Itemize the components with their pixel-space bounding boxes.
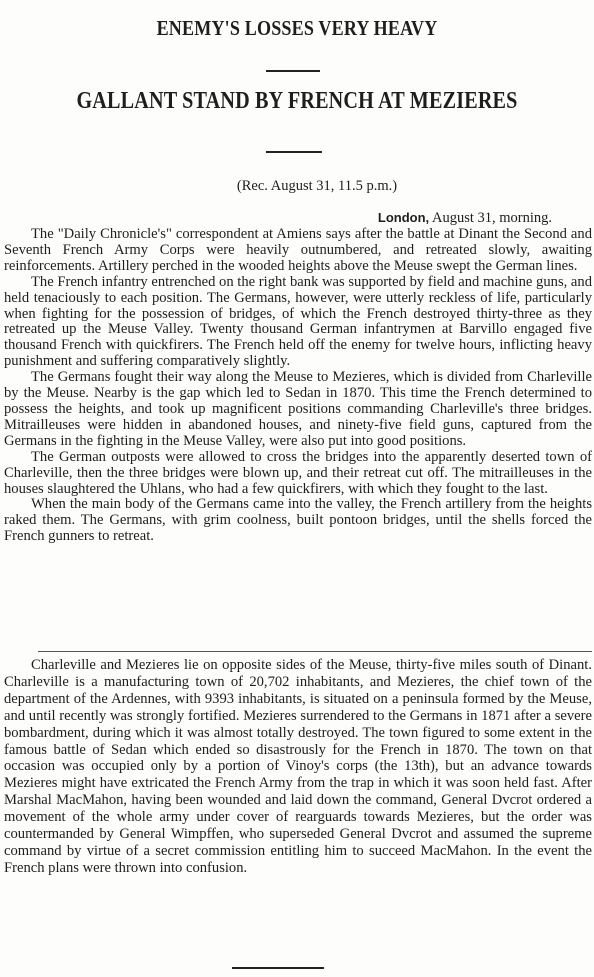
article-paragraph: The German outposts were allowed to cross the bridges into the apparently deserted town of Charleville, then the three bridges were blown up, and their retreat cut off. The mitrailleuses in the houses slaughtered the Uhlans, who had a few quickfirers, with which they fought to the last. [4,448,592,497]
received-line [0,178,594,195]
section-divider [38,651,592,652]
dateline-place: London, [377,210,430,225]
background-paragraph: Charleville and Mezieres lie on opposite sides of the Meuse, thirty-five miles south of Dinant. Charleville is a manufacturing town of 20,702 inhabitants, and Mezieres, the chief town of the department of the Ardennes, with 9393 inhabitants, is situated on a peninsula formed by the Meuse, and until recently was strongly fortified. Mezieres surrendered to the Germans in 1871 after a severe bombardment, during which it was almost totally destroyed. The town figured to some extent in the famous battle of Sedan which ended so disastrously for the French in 1870. The town on that occasion was occupied only by a portion of Vinoy's corps (the 13th), but an advance towards Mezieres might have extricated the French Army from the trap in which it was soon held fast. After Marshal MacMahon, having been wounded and laid down the command, General Dvcrot ordered a movement of the whole army under cover of rearguards towards Mezieres, but the order was countermanded by General Wimpffen, who superseded General Dvcrot and assumed the supreme command by virtue of a secret commission entitling him to succeed MacMahon. In the event the French plans were thrown into confusion. [4,657,592,876]
subheadline: GALLANT STAND BY FRENCH AT MEZIERES [76,88,518,114]
dateline [378,210,552,227]
article-paragraph: The "Daily Chronicle's" correspondent at Amiens says after the battle at Dinant the Second and Seventh French Army Corps were heavily outnumbered, and retreated slowly, awaiting reinforcements. Artillery perched in the wooded heights above the Meuse swept the German lines. [4,226,592,274]
article-paragraph: When the main body of the Germans came into the valley, the French artillery from the heights raked them. The Germans, with grim coolness, built pontoon bridges, until the shells forced the French gunners to retreat. [4,496,592,545]
headline-rule [266,70,320,72]
dateline-time: August 31, morning. [431,210,552,226]
background-note [4,657,592,877]
headline: ENEMY'S LOSSES VERY HEAVY [156,16,438,40]
article-body [4,227,592,545]
received-text: (Rec. August 31, 11.5 p.m.) [236,178,398,194]
article-paragraph: The Germans fought their way along the Meuse to Mezieres, which is divided from Charleville by the Meuse. Nearby is the gap which led to Sedan in 1870. This time the French determined to possess the heights, and took up magnificent positions commanding Charleville's three bridges. Mitrailleuses were hidden in abandoned houses, and ninety-five field guns, captured from the Germans in the fighting in the Meuse Valley, were also put into good positions. [4,369,592,449]
article-paragraph: The French infantry entrenched on the right bank was supported by field and machine guns, and held tenaciously to each position. The Germans, however, were utterly reckless of life, particularly when fighting for the possession of bridges, of which the French destroyed thirty-three as they retreated up the Meuse Valley. Twenty thousand German infantrymen at Barvillo engaged five thousand French with quickfirers. The French held off the enemy for twelve hours, inflicting heavy punishment and suffering comparatively slightly. [4,273,592,370]
closing-rule [232,967,324,969]
subheadline-rule [266,151,322,153]
